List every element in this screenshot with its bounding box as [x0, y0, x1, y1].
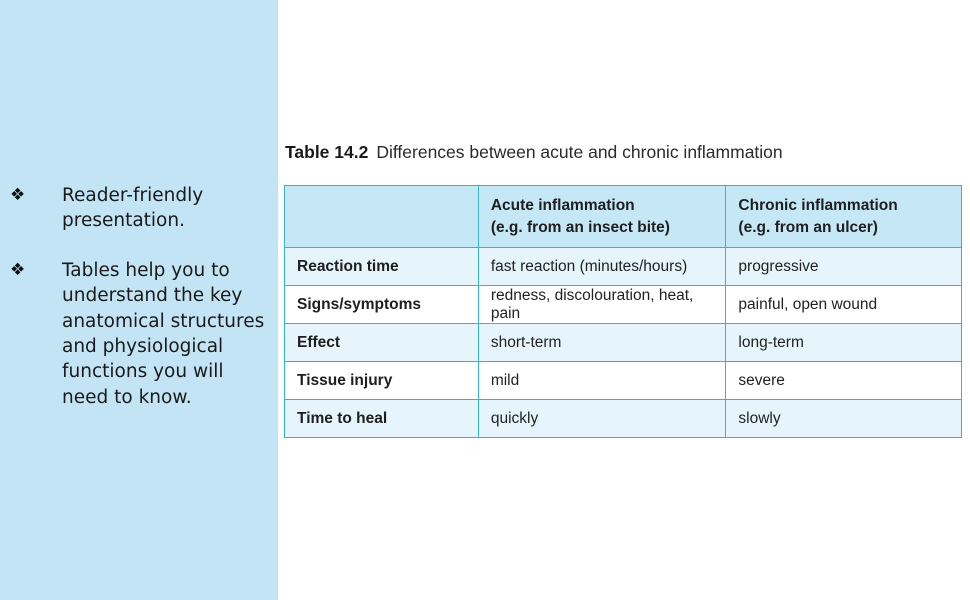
row-label: Reaction time [285, 248, 479, 286]
row-label: Tissue injury [285, 362, 479, 400]
row-label: Time to heal [285, 400, 479, 438]
row-label: Effect [285, 324, 479, 362]
table-row [285, 362, 962, 400]
chronic-cell: slowly [726, 400, 962, 438]
header-acute-title: Acute inflammation [490, 196, 635, 214]
inflammation-comparison-table [284, 185, 962, 438]
header-chronic-example: (e.g. from an ulcer) [738, 218, 878, 236]
table-row [285, 248, 962, 286]
four-diamond-icon: ❖ [10, 185, 26, 205]
bullet-text: Tables help you to understand the key anatomical structures and physiological functions you will need to know. [62, 259, 265, 408]
table-row [285, 324, 962, 362]
bullet-item-reader-friendly [10, 183, 272, 234]
acute-cell: short-term [478, 324, 726, 362]
bullet-text: Reader-friendly presentation. [62, 185, 204, 232]
table-caption [285, 142, 783, 163]
table-header-row [285, 186, 962, 248]
chronic-cell: progressive [726, 248, 962, 286]
header-chronic-title: Chronic inflammation [738, 196, 898, 214]
table-row [285, 286, 962, 324]
row-label: Signs/symptoms [285, 286, 479, 324]
bullet-item-tables-help [10, 258, 272, 410]
table-caption-text: Differences between acute and chronic inflammation [376, 142, 783, 162]
table-row [285, 400, 962, 438]
chronic-cell: painful, open wound [726, 286, 962, 324]
four-diamond-icon: ❖ [10, 259, 26, 280]
bullet-list [10, 183, 272, 434]
acute-cell: redness, discolouration, heat, pain [478, 286, 726, 324]
sidebar-panel [0, 0, 278, 600]
header-cell-chronic [726, 186, 962, 248]
header-cell-empty [285, 186, 479, 248]
acute-cell: fast reaction (minutes/hours) [478, 248, 726, 286]
acute-cell: quickly [478, 400, 726, 438]
chronic-cell: long-term [726, 324, 962, 362]
header-cell-acute [478, 186, 726, 248]
chronic-cell: severe [726, 362, 962, 400]
acute-cell: mild [478, 362, 726, 400]
header-acute-example: (e.g. from an insect bite) [490, 218, 670, 236]
table-caption-number: Table 14.2 [285, 142, 369, 162]
